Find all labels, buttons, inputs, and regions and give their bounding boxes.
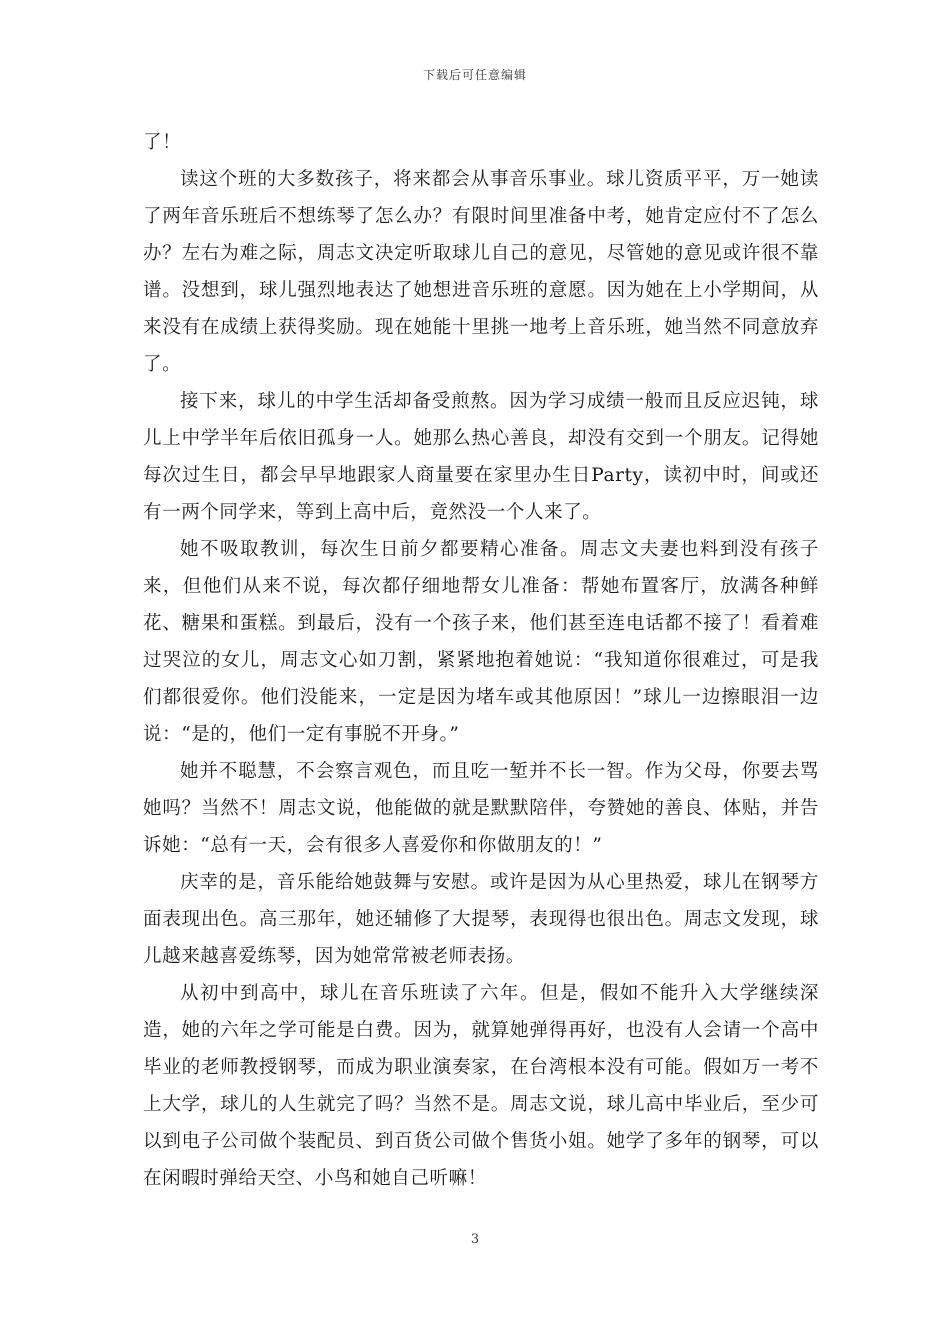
page-number: 3 <box>470 1232 480 1247</box>
paragraph: 她并不聪慧，不会察言观色，而且吃一堑并不长一智。作为父母，你要去骂她吗？当然不！周志文说，他能做的就是默默陪伴，夸赞她的善良、体贴，并告诉她：“总有一天，会有很多人喜爱你和你做朋友的！” <box>143 761 819 856</box>
body-text <box>143 124 819 1197</box>
paragraph: 接下来，球儿的中学生活却备受煎熬。因为学习成绩一般而且反应迟钝，球儿上中学半年后依旧孤身一人。她那么热心善良，却没有交到一个朋友。记得她每次过生日，都会早早地跟家人商量要在家里办生日Party，读初中时，间或还有一两个同学来，等到上高中后，竟然没一个人来了。 <box>143 391 819 523</box>
paragraph-continuation: 了！ <box>143 132 182 153</box>
paragraph: 从初中到高中，球儿在音乐班读了六年。但是，假如不能升入大学继续深造，她的六年之学可能是白费。因为，就算她弹得再好，也没有人会请一个高中毕业的老师教授钢琴，而成为职业演奏家，在台湾根本没有可能。假如万一考不上大学，球儿的人生就完了吗？当然不是。周志文说，球儿高中毕业后，至少可以到电子公司做个装配员、到百货公司做个售货小姐。她学了多年的钢琴，可以在闲暇时弹给天空、小鸟和她自己听嘛！ <box>143 983 819 1189</box>
paragraph: 她不吸取教训，每次生日前夕都要精心准备。周志文夫妻也料到没有孩子来，但他们从来不说，每次都仔细地帮女儿准备：帮她布置客厅，放满各种鲜花、糖果和蛋糕。到最后，没有一个孩子来，他们甚至连电话都不接了！看着难过哭泣的女儿，周志文心如刀割，紧紧地抱着她说：“我知道你很难过，可是我们都很爱你。他们没能来，一定是因为堵车或其他原因！”球儿一边擦眼泪一边说：“是的，他们一定有事脱不开身。” <box>143 539 819 745</box>
paragraph: 庆幸的是，音乐能给她鼓舞与安慰。或许是因为从心里热爱，球儿在钢琴方面表现出色。高三那年，她还辅修了大提琴，表现得也很出色。周志文发现，球儿越来越喜爱练琴，因为她常常被老师表扬。 <box>143 872 819 967</box>
page-header: 下载后可任意编辑 <box>422 68 527 82</box>
paragraph: 读这个班的大多数孩子，将来都会从事音乐事业。球儿资质平平，万一她读了两年音乐班后不想练琴了怎么办？有限时间里准备中考，她肯定应付不了怎么办？左右为难之际，周志文决定听取球儿自己的意见，尽管她的意见或许很不靠谱。没想到，球儿强烈地表达了她想进音乐班的意愿。因为她在上小学期间，从来没有在成绩上获得奖励。现在她能十里挑一地考上音乐班，她当然不同意放弃了。 <box>143 169 819 375</box>
